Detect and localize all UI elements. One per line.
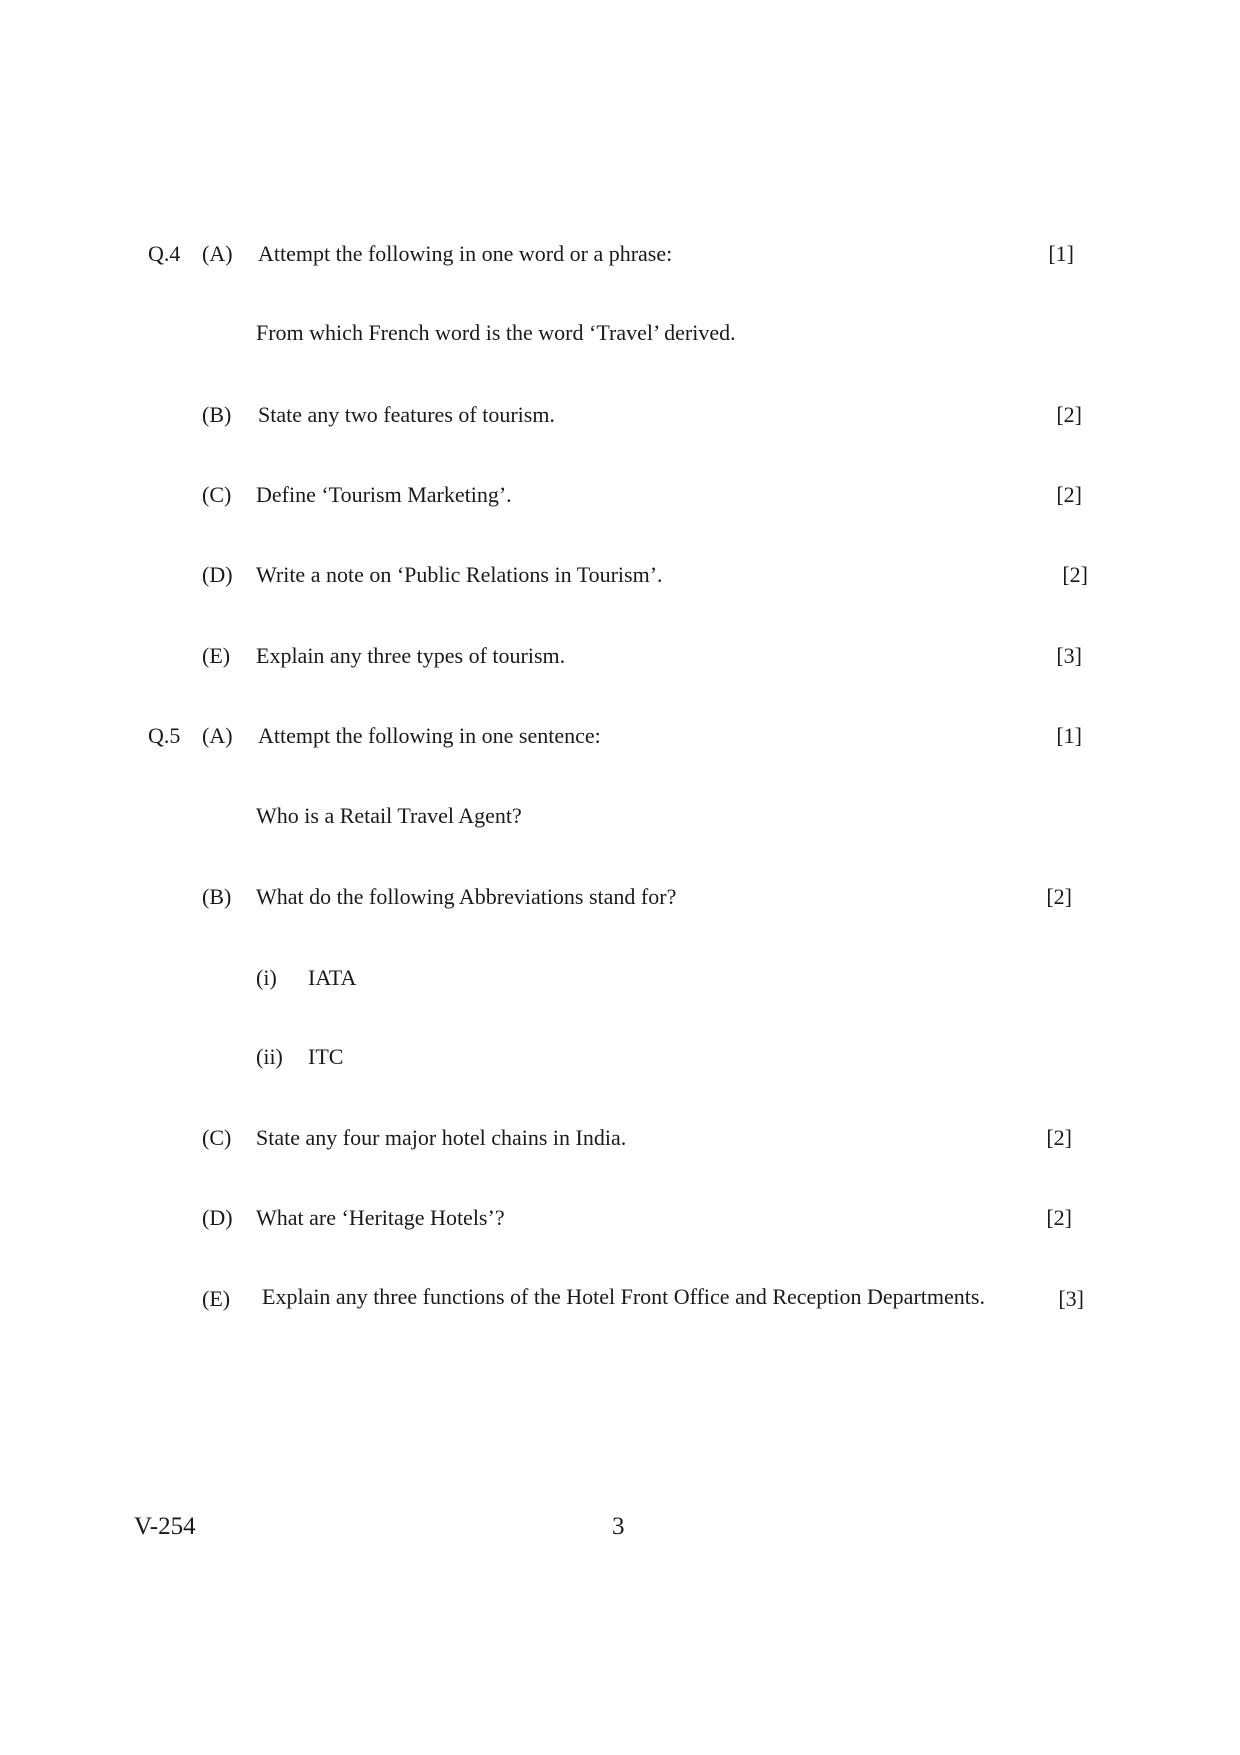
question-text: What do the following Abbreviations stand for? [256,884,677,909]
question-number: Q.4 [148,241,181,266]
paper-code: V-254 [134,1513,196,1540]
question-number: Q.5 [148,723,181,748]
part-label: (A) [202,723,233,748]
part-label: (D) [202,1205,233,1230]
sub-item-label: (ii) [256,1044,283,1069]
page-number: 3 [612,1513,625,1540]
part-label: (A) [202,241,233,266]
part-label: (C) [202,482,232,507]
marks-label: [1] [1056,723,1082,748]
question-text: Attempt the following in one sentence: [258,723,601,748]
sub-question-text: Who is a Retail Travel Agent? [256,803,522,828]
marks-label: [3] [1056,643,1082,668]
marks-label: [2] [1046,884,1072,909]
marks-label: [2] [1046,1125,1072,1150]
question-text: Explain any three functions of the Hotel Front Office and Reception Departments. [262,1284,985,1309]
marks-label: [1] [1048,241,1074,266]
marks-label: [2] [1056,402,1082,427]
question-text: State any two features of tourism. [258,402,555,427]
marks-label: [2] [1046,1205,1072,1230]
sub-item-text: IATA [308,965,357,990]
part-label: (E) [202,643,231,668]
part-label: (B) [202,402,232,427]
question-text: What are ‘Heritage Hotels’? [256,1205,505,1230]
sub-item-label: (i) [256,965,277,990]
part-label: (D) [202,562,233,587]
sub-question-text: From which French word is the word ‘Travel’ derived. [256,320,736,345]
marks-label: [2] [1062,562,1088,587]
part-label: (C) [202,1125,232,1150]
sub-item-text: ITC [308,1044,344,1069]
question-text: Attempt the following in one word or a phrase: [258,241,673,266]
marks-label: [2] [1056,482,1082,507]
question-text: State any four major hotel chains in India. [256,1125,627,1150]
question-text: Define ‘Tourism Marketing’. [256,482,512,507]
question-text: Explain any three types of tourism. [256,643,566,668]
part-label: (E) [202,1286,231,1311]
marks-label: [3] [1058,1286,1084,1311]
part-label: (B) [202,884,232,909]
question-text: Write a note on ‘Public Relations in Tourism’. [256,562,663,587]
